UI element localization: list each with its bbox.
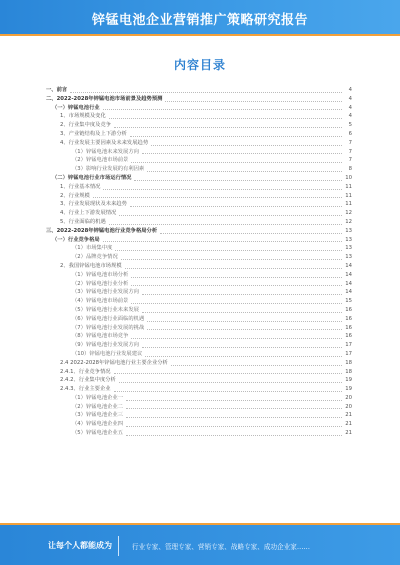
toc-leader-dots bbox=[109, 216, 342, 225]
toc-leader-dots bbox=[131, 154, 342, 163]
toc-entry-label: （1）锌锰电池市场分析 bbox=[72, 271, 129, 278]
table-of-contents bbox=[46, 86, 352, 438]
toc-entry-page: 14 bbox=[345, 271, 352, 278]
toc-leader-dots bbox=[109, 110, 342, 119]
toc-entry-page: 21 bbox=[345, 412, 352, 419]
toc-entry-label: 5、行业面临的机遇 bbox=[60, 218, 106, 225]
toc-leader-dots bbox=[145, 348, 342, 357]
toc-entry-label: 1、市场规模及变化 bbox=[60, 113, 106, 120]
toc-entry-page: 5 bbox=[348, 122, 352, 129]
toc-entry-page: 17 bbox=[345, 342, 352, 349]
toc-leader-dots bbox=[114, 383, 342, 392]
toc-leader-dots bbox=[171, 357, 342, 366]
toc-entry-label: （二）锌锰电池行业市场运行情况 bbox=[52, 174, 132, 181]
toc-leader-dots bbox=[160, 225, 342, 234]
toc-entry-label: （2）锌锰电池行业分析 bbox=[72, 280, 129, 287]
toc-entry-label: 2、我国锌锰电池市场规模 bbox=[60, 262, 122, 269]
footer-slogan: 让每个人都能成为 bbox=[48, 541, 112, 550]
toc-entry-label: 二、2022-2028年锌锰电池市场前景及趋势预测 bbox=[46, 95, 163, 102]
toc-leader-dots bbox=[119, 207, 342, 216]
toc-leader-dots bbox=[142, 146, 342, 155]
toc-entry-page: 16 bbox=[345, 315, 352, 322]
toc-entry-page: 4 bbox=[348, 113, 352, 120]
toc-entry-page: 4 bbox=[348, 87, 352, 93]
toc-entry-page: 11 bbox=[345, 201, 352, 208]
toc-entry-page: 21 bbox=[345, 421, 352, 428]
toc-entry-page: 18 bbox=[345, 368, 352, 375]
toc-entry-page: 11 bbox=[345, 192, 352, 199]
toc-leader-dots bbox=[131, 330, 342, 339]
toc-entry-label: （10）锌锰电池行业发展建议 bbox=[72, 350, 143, 357]
toc-leader-dots bbox=[114, 119, 342, 128]
toc-entry-page: 14 bbox=[345, 262, 352, 269]
toc-entry-label: （8）锌锰电池市场竞争 bbox=[72, 333, 129, 340]
toc-leader-dots bbox=[151, 137, 342, 146]
toc-entry-page: 17 bbox=[345, 350, 352, 357]
toc-leader-dots bbox=[119, 374, 342, 383]
toc-entry-label: 2、行业规模 bbox=[60, 192, 90, 199]
report-title: 锌锰电池企业营销推广策略研究报告 bbox=[91, 13, 308, 28]
toc-leader-dots bbox=[142, 304, 342, 313]
toc-entry-page: 4 bbox=[348, 104, 352, 111]
toc-leader-dots bbox=[121, 251, 342, 260]
toc-entry-label: 2.4.2、行业集中度分析 bbox=[60, 377, 116, 384]
toc-leader-dots bbox=[93, 190, 342, 199]
toc-entry-label: 2.4 2022-2028年锌锰电池行业主要企业分析 bbox=[60, 359, 168, 366]
toc-entry-label: （5）锌锰电池企业五 bbox=[72, 430, 124, 437]
toc-entry-page: 13 bbox=[345, 245, 352, 252]
toc-entry-label: （1）市场集中度 bbox=[72, 245, 113, 252]
toc-leader-dots bbox=[126, 418, 342, 427]
footer-divider bbox=[118, 536, 119, 556]
toc-entry-label: （1）锌锰电池未来发展方向 bbox=[72, 148, 139, 155]
toc-entry-label: 2.4.1、行业竞争情况 bbox=[60, 368, 111, 375]
toc-entry-label: （3）影响行业发展的有利因素 bbox=[72, 166, 145, 173]
footer-bar bbox=[0, 523, 400, 565]
toc-entry-page: 8 bbox=[348, 166, 352, 173]
toc-entry-page: 16 bbox=[345, 324, 352, 331]
toc-entry-label: 3、行业发展现状及未来趋势 bbox=[60, 201, 127, 208]
toc-entry-page: 15 bbox=[345, 298, 352, 305]
toc-leader-dots bbox=[126, 392, 342, 401]
report-header-bar bbox=[0, 0, 400, 36]
toc-entry-page: 16 bbox=[345, 333, 352, 340]
toc-entry-page: 10 bbox=[345, 174, 352, 181]
toc-entry-label: （1）锌锰电池企业一 bbox=[72, 394, 124, 401]
toc-heading: 内容目录 bbox=[173, 58, 226, 72]
toc-leader-dots bbox=[114, 366, 342, 375]
toc-leader-dots bbox=[147, 322, 342, 331]
toc-entry-label: （3）锌锰电池行业发展方向 bbox=[72, 289, 139, 296]
toc-leader-dots bbox=[115, 242, 342, 251]
toc-entry-label: 2.4.3、行业主要企业 bbox=[60, 386, 111, 393]
toc-entry-page: 20 bbox=[345, 394, 352, 401]
footer-tagline: 行业专家、管理专家、营销专家、战略专家、成功企业家…… bbox=[132, 543, 311, 551]
toc-entry-label: （2）锌锰电池企业二 bbox=[72, 403, 124, 410]
toc-entry-page: 19 bbox=[345, 377, 352, 384]
toc-leader-dots bbox=[142, 286, 342, 295]
toc-entry-page: 14 bbox=[345, 289, 352, 296]
toc-entry-label: （4）锌锰电池企业四 bbox=[72, 421, 124, 428]
toc-leader-dots bbox=[131, 295, 342, 304]
toc-entry-page: 13 bbox=[345, 236, 352, 243]
toc-entry-page: 7 bbox=[348, 157, 352, 164]
toc-entry-page: 21 bbox=[345, 430, 352, 437]
toc-leader-dots bbox=[130, 198, 342, 207]
toc-entry[interactable] bbox=[46, 429, 352, 438]
toc-entry-page: 12 bbox=[345, 218, 352, 225]
toc-entry-label: 4、行业上下游发展情况 bbox=[60, 210, 117, 217]
toc-leader-dots bbox=[147, 163, 342, 172]
toc-leader-dots bbox=[126, 409, 342, 418]
toc-entry-page: 18 bbox=[345, 359, 352, 366]
toc-entry-page: 20 bbox=[345, 403, 352, 410]
toc-entry-page: 7 bbox=[348, 148, 352, 155]
toc-leader-dots bbox=[134, 172, 342, 181]
toc-entry-page: 13 bbox=[345, 227, 352, 234]
toc-entry-page: 12 bbox=[345, 210, 352, 217]
toc-entry-label: 一、前言 bbox=[46, 87, 68, 93]
toc-entry-label: 4、行业发展主要因素及未来发展趋势 bbox=[60, 139, 149, 146]
toc-entry-page: 4 bbox=[348, 95, 352, 102]
toc-entry-page: 14 bbox=[345, 280, 352, 287]
toc-entry-label: （3）锌锰电池企业三 bbox=[72, 412, 124, 419]
toc-entry-page: 6 bbox=[348, 130, 352, 137]
toc-entry-label: （5）锌锰电池行业未来发展 bbox=[72, 306, 139, 313]
toc-leader-dots bbox=[131, 269, 342, 278]
toc-leader-dots bbox=[147, 313, 342, 322]
toc-entry-label: 2、行业集中度及竞争 bbox=[60, 122, 112, 129]
toc-leader-dots bbox=[103, 234, 342, 243]
toc-entry-label: （4）锌锰电池市场前景 bbox=[72, 298, 129, 305]
toc-entry-page: 16 bbox=[345, 306, 352, 313]
toc-entry-label: 3、产业链结构及上下游分析 bbox=[60, 130, 127, 137]
toc-leader-dots bbox=[126, 427, 342, 436]
toc-leader-dots bbox=[142, 339, 342, 348]
toc-entry-page: 13 bbox=[345, 254, 352, 261]
toc-leader-dots bbox=[165, 93, 342, 102]
toc-entry-label: （一）锌锰电池行业 bbox=[52, 104, 100, 111]
toc-leader-dots bbox=[130, 128, 342, 137]
toc-entry-page: 19 bbox=[345, 386, 352, 393]
toc-leader-dots bbox=[131, 278, 342, 287]
toc-leader-dots bbox=[125, 260, 342, 269]
toc-leader-dots bbox=[103, 102, 342, 111]
toc-entry-label: 1、行业基本情况 bbox=[60, 183, 101, 190]
toc-leader-dots bbox=[126, 401, 342, 410]
toc-leader-dots bbox=[70, 84, 342, 93]
toc-entry-label: （9）锌锰电池行业发展方向 bbox=[72, 342, 139, 349]
toc-leader-dots bbox=[103, 181, 342, 190]
toc-entry-label: （7）锌锰电池行业发展的挑战 bbox=[72, 324, 145, 331]
toc-entry-label: （2）品牌竞争情况 bbox=[72, 254, 118, 261]
toc-entry-label: （6）锌锰电池行业面临的机遇 bbox=[72, 315, 145, 322]
toc-entry-label: （2）锌锰电池市场前景 bbox=[72, 157, 129, 164]
toc-entry-label: （一）行业竞争格局 bbox=[52, 236, 100, 243]
toc-entry-page: 7 bbox=[348, 139, 352, 146]
toc-entry-page: 11 bbox=[345, 183, 352, 190]
toc-entry-label: 三、2022-2028年锌锰电池行业竞争格局分析 bbox=[46, 227, 158, 234]
